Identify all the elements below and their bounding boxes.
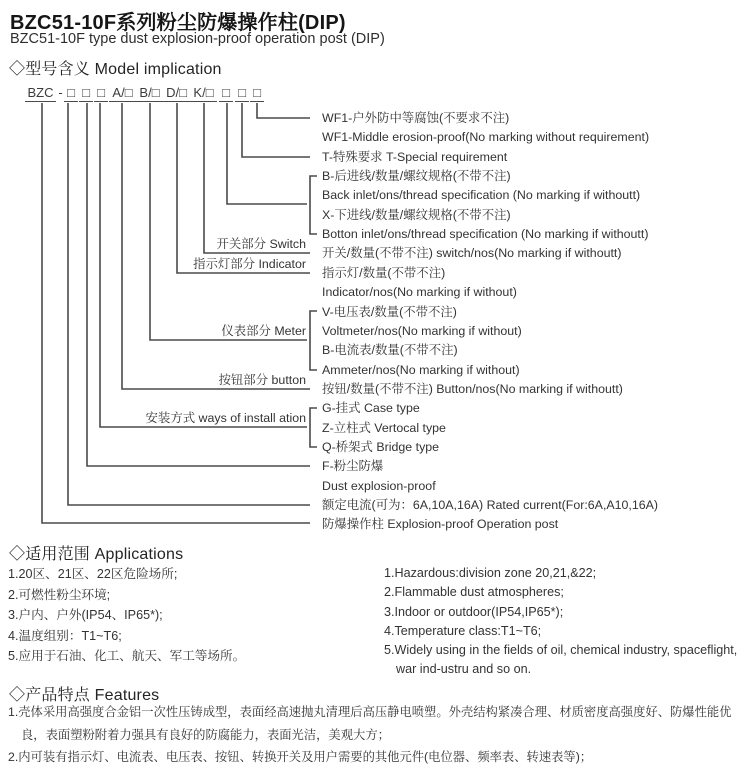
diagram-connector — [68, 103, 310, 505]
model-code-part: □ — [250, 85, 264, 102]
features-heading: ◇产品特点 Features — [9, 687, 160, 704]
model-code-part: □ — [64, 85, 78, 102]
diagram-entry: 指示灯/数量(不带不注) — [322, 265, 446, 280]
diagram-entry: Voltmeter/nos(No marking if without) — [322, 323, 522, 338]
application-item-zh: 3.户内、户外(IP54、IP65*); — [8, 608, 163, 622]
applications-list-zh — [8, 564, 376, 667]
diagram-entry: T-特殊要求 T-Special requirement — [322, 149, 508, 164]
diagram-entry: Indicator/nos(No marking if without) — [322, 285, 517, 300]
application-item-en: 1.Hazardous:division zone 20,21,&22; — [384, 566, 597, 580]
diagram-entry: V-电压表/数量(不带不注) — [322, 304, 457, 319]
diagram-entry: F-粉尘防爆 — [322, 459, 384, 474]
diagram-entry: 额定电流(可为：6A,10A,16A) Rated current(For:6A,A10,16A) — [322, 498, 659, 512]
diagram-connector — [42, 103, 310, 523]
model-code-part: □ — [79, 85, 93, 102]
diagram-entry: Dust explosion-proof — [322, 478, 436, 493]
model-section-heading: ◇型号含义 Model implication — [9, 61, 222, 78]
application-item-zh: 5.应用于石油、化工、航天、军工等场所。 — [8, 649, 246, 663]
diagram-entry: G-挂式 Case type — [322, 401, 420, 416]
model-code-part: B/□ — [136, 85, 163, 102]
diagram-entry: Ammeter/nos(No marking if without) — [322, 362, 520, 377]
diagram-entry: Back inlet/ons/thread specification (No marking if withoutt) — [322, 188, 641, 203]
diagram-connector — [242, 103, 310, 157]
feature-item: 2.内可装有指示灯、电流表、电压表、按钮、转换开关及用户需要的其他元件(电位器、频率表、转速表等)； — [8, 750, 593, 764]
application-item-zh: 1.20区、21区、22区危险场所; — [8, 567, 178, 581]
diagram-entry: B-后进线/数量/螺纹规格(不带不注) — [322, 169, 511, 184]
branch-label-switch: 开关部分 Switch — [216, 237, 306, 251]
diagram-entry: 按钮/数量(不带不注) Button/nos(No marking if withoutt) — [322, 381, 623, 396]
diagram-entry: Q-桥架式 Bridge type — [322, 439, 440, 454]
feature-item: 1.壳体采用高强度合金铝一次性压铸成型，表面经高速抛丸清理后高压静电喷塑。外壳结构紧凑合理、材质密度高强度好、防爆性能优良，表面塑粉附着力强具有良好的防腐能力，表面光洁，美观大方； — [8, 705, 732, 742]
diagram-entry: B-电流表/数量(不带不注) — [322, 343, 458, 358]
diagram-connector — [257, 103, 310, 118]
model-code-part: □ — [219, 85, 233, 102]
applications-heading: ◇适用范围 Applications — [9, 546, 184, 563]
application-item-en: 5.Widely using in the fields of oil, chemical industry, spaceflight, war ind-ustru and so on. — [384, 643, 738, 677]
diagram-entry: 防爆操作柱 Explosion-proof Operation post — [322, 517, 559, 532]
application-item-en: 4.Temperature class:T1~T6; — [384, 623, 542, 638]
diagram-entry: X-下进线/数量/螺纹规格(不带不注) — [322, 207, 511, 222]
diagram-entry: Botton inlet/ons/thread specification (No marking if withoutt) — [322, 227, 649, 242]
branch-label-button: 按钮部分 button — [218, 373, 306, 387]
model-code-part: K/□ — [190, 85, 217, 102]
model-code-part: D/□ — [163, 85, 190, 102]
model-code-part: □ — [94, 85, 108, 102]
application-item-zh: 4.温度组别：T1~T6; — [8, 628, 122, 643]
diagram-entry: 开关/数量(不带不注) switch/nos(No marking if withoutt) — [322, 246, 622, 261]
branch-label-install: 安装方式 ways of install ation — [145, 411, 306, 425]
branch-label-indicator: 指示灯部分 Indicator — [193, 257, 306, 271]
branch-label-meter: 仪表部分 Meter — [221, 324, 306, 338]
applications-list-en — [384, 564, 740, 680]
page-title-en: BZC51-10F type dust explosion-proof operation post (DIP) — [10, 31, 385, 47]
model-code-part: A/□ — [109, 85, 136, 102]
diagram-connector — [100, 103, 317, 447]
page-title-zh: BZC51-10F系列粉尘防爆操作柱(DIP) — [10, 12, 346, 34]
diagram-entry: WF1-Middle erosion-proof(No marking without requirement) — [322, 130, 650, 145]
model-code-part: - — [58, 85, 63, 100]
diagram-connector — [204, 103, 310, 253]
diagram-connector — [227, 103, 317, 234]
application-item-zh: 2.可燃性粉尘环境; — [8, 587, 111, 602]
features-list — [8, 701, 745, 768]
application-item-en: 3.Indoor or outdoor(IP54,IP65*); — [384, 604, 564, 619]
model-code-part: □ — [235, 85, 249, 102]
diagram-entry: WF1-户外防中等腐蚀(不要求不注) — [322, 111, 510, 125]
diagram-entry: Z-立柱式 Vertocal type — [322, 420, 446, 435]
model-code-part: BZC — [25, 85, 56, 102]
application-item-en: 2.Flammable dust atmospheres; — [384, 585, 564, 600]
